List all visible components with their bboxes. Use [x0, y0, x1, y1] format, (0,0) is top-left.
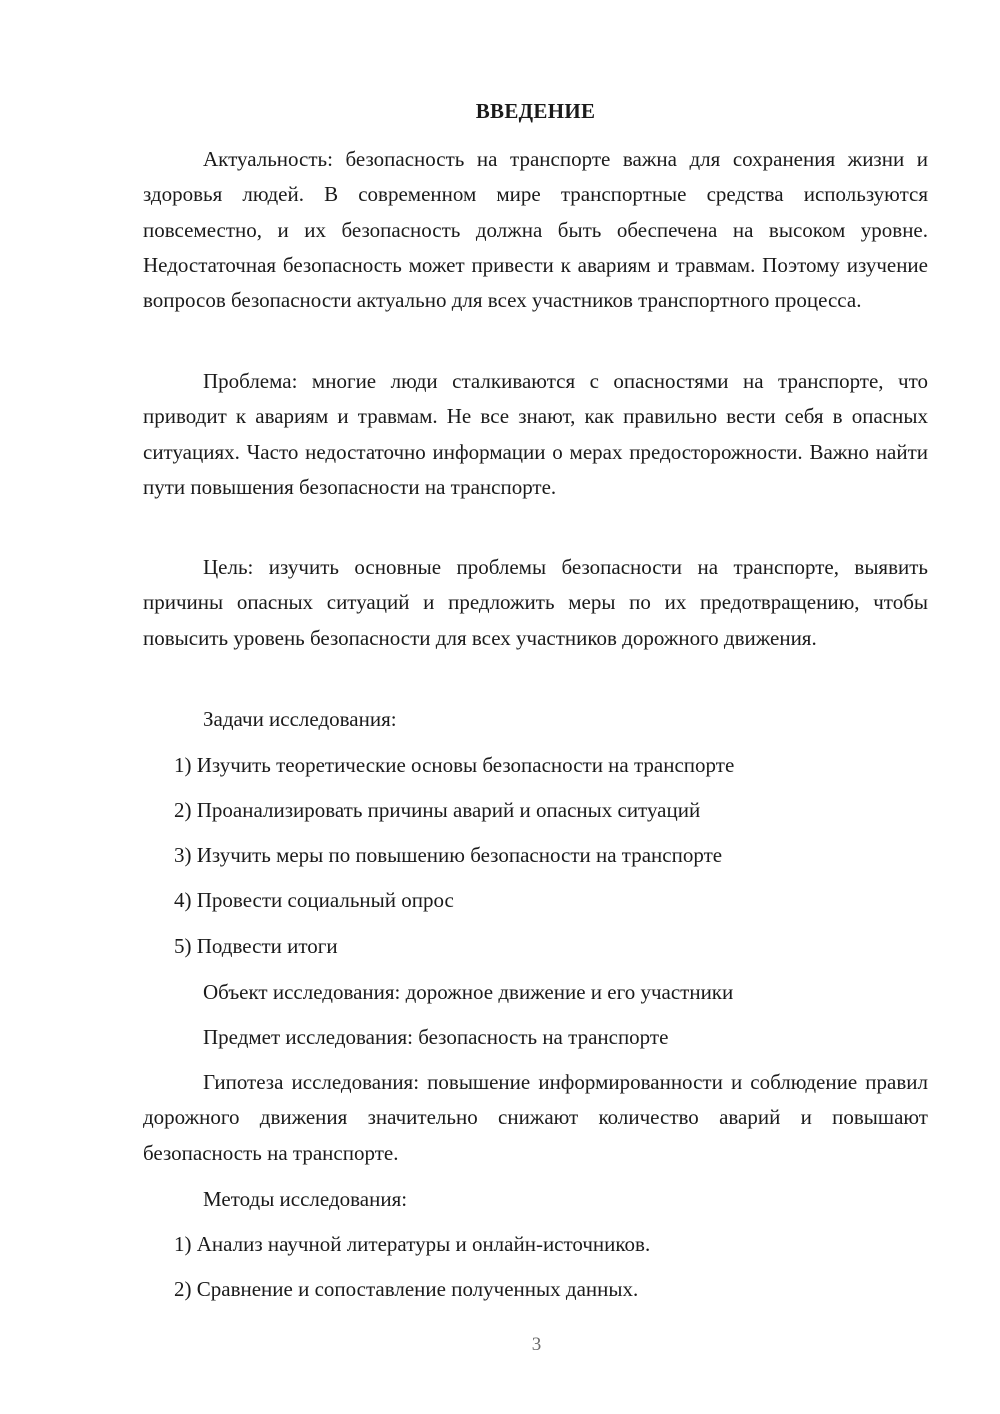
research-object: Объект исследования: дорожное движение и его участники [203, 980, 734, 1004]
paragraph-goal: Цель: изучить основные проблемы безопасности на транспорте, выявить причины опасных ситуаций и предложить меры по их предотвращению, чтобы повысить уровень безопасности для всех участников дорожного движения. [143, 555, 928, 650]
list-item: 2) Проанализировать причины аварий и опасных ситуаций [174, 798, 701, 822]
paragraph-hypothesis: Гипотеза исследования: повышение информированности и соблюдение правил дорожного движения значительно снижают количество аварий и повышают безопасность на транспорте. [143, 1070, 928, 1165]
list-item: 1) Анализ научной литературы и онлайн-источников. [174, 1232, 651, 1256]
list-item: 5) Подвести итоги [174, 934, 338, 958]
paragraph-problem: Проблема: многие люди сталкиваются с опасностями на транспорте, что приводит к авариям и травмам. Не все знают, как правильно вести себя в опасных ситуациях. Часто недостаточно информации о мерах предосторожности. Важно найти пути повышения безопасности на транспорте. [143, 369, 928, 499]
page-number: 3 [531, 1334, 542, 1355]
list-item: 4) Провести социальный опрос [174, 888, 454, 912]
paragraph-relevance: Актуальность: безопасность на транспорте важна для сохранения жизни и здоровья людей. В современном мире транспортные средства используются повсеместно, и их безопасность должна быть обеспечена на высоком уровне. Недостаточная безопасность может привести к авариям и травмам. Поэтому изучение вопросов безопасности актуально для всех участников транспортного процесса. [143, 147, 928, 313]
methods-heading: Методы исследования: [203, 1187, 408, 1211]
list-item: 1) Изучить теоретические основы безопасности на транспорте [174, 753, 735, 777]
list-item: 2) Сравнение и сопоставление полученных данных. [174, 1277, 639, 1301]
tasks-heading: Задачи исследования: [203, 707, 397, 731]
section-title: ВВЕДЕНИЕ [475, 99, 596, 123]
research-subject: Предмет исследования: безопасность на транспорте [203, 1025, 669, 1049]
list-item: 3) Изучить меры по повышению безопасности на транспорте [174, 843, 723, 867]
